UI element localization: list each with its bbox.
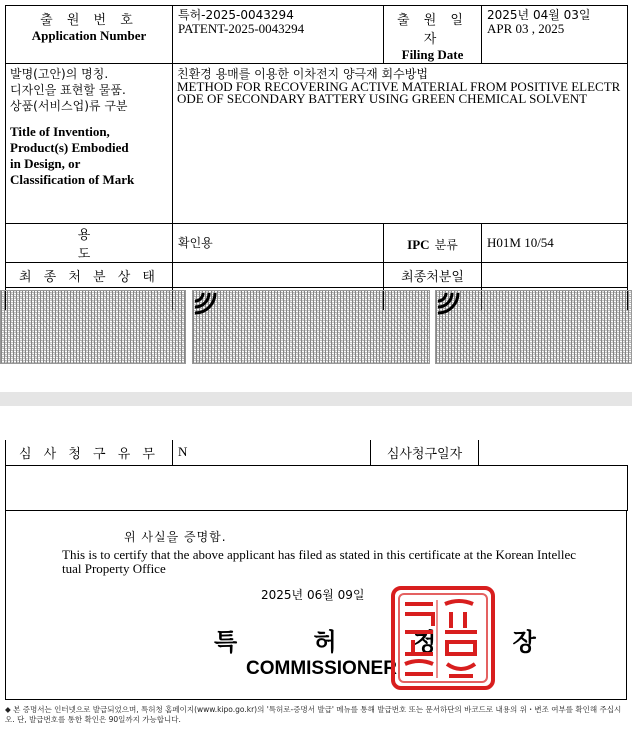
filing-date-label-ko: 출 원 일 자: [397, 13, 468, 47]
filing-date-label-en: Filing Date: [401, 47, 464, 62]
filing-date-value-cell: [482, 6, 628, 64]
ipc-label-cell: [384, 224, 482, 263]
barcode-strip: [0, 290, 632, 364]
exam-date-label: 심사청구일자: [371, 440, 479, 465]
filing-date-label-cell: [384, 6, 482, 64]
application-number-label-en: Application Number: [31, 28, 147, 43]
barcode-pattern: [436, 291, 631, 363]
certification-section: [5, 510, 627, 700]
application-info-table: [5, 5, 628, 310]
title-label-ko-line: 상품(서비스업)류 구분: [10, 99, 128, 113]
certify-statement-ko: 위 사실을 증명함.: [124, 530, 227, 544]
final-status-label: 최 종 처 분 상 태: [6, 263, 173, 288]
certify-statement-en: This is to certify that the above applicant has filed as stated in this certificate at the Korean Intellectual Property Office: [62, 547, 577, 576]
title-label-ko-line: 디자인을 표현할 물품.: [10, 83, 126, 97]
title-label-cell: [6, 64, 173, 224]
application-number-value-en: PATENT-2025-0043294: [178, 21, 305, 36]
title-label-en-line: in Design, or: [10, 156, 81, 171]
final-status-value: [173, 263, 384, 288]
application-number-label-ko: 출 원 번 호: [40, 13, 138, 28]
title-label-en: [6, 116, 172, 188]
barcode-marker-icon: [436, 291, 460, 315]
footer-notice: ◆ 본 증명서는 인터넷으로 발급되었으며, 특허청 홈페이지(www.kipo.go.kr)의 '특허로-증명서 발급' 메뉴를 통해 발급번호 또는 문서하단의 바코드로 내용의 위・변조 여부를 확인해 주십시오. 단, 발급번호를 통한 확인은 90일까지 가능합니다.: [5, 705, 622, 724]
office-name-en: COMMISSIONER: [246, 658, 397, 679]
invention-title-en: METHOD FOR RECOVERING ACTIVE MATERIAL FROM POSITIVE ELECTRODE OF SECONDARY BATTERY USING GREEN CHEMICAL SOLVENT: [177, 79, 621, 106]
application-number-label-cell: [6, 6, 173, 64]
ipc-label-ko: 분류: [434, 237, 458, 252]
page-break-bar: [0, 392, 632, 406]
barcode-right: [435, 290, 632, 364]
title-label-en-line: Classification of Mark: [10, 172, 135, 187]
invention-title-ko: 친환경 용매를 이용한 이차전지 양극재 회수방법: [177, 67, 428, 81]
barcode-left: [0, 290, 186, 364]
final-date-label: 최종처분일: [384, 263, 482, 288]
usage-value: 확인용: [173, 224, 384, 263]
ipc-label-en: IPC: [407, 236, 430, 252]
office-name-ko: 특 허 청 장: [214, 628, 570, 656]
filing-date-value-en: APR 03 , 2025: [487, 21, 565, 36]
title-label-ko: [6, 64, 172, 116]
application-number-value-cell: [173, 6, 384, 64]
exam-request-label: 심 사 청 구 유 무: [6, 440, 173, 465]
issue-date: 2025년 06월 09일: [261, 588, 365, 602]
title-label-en-line: Title of Invention,: [10, 124, 110, 139]
barcode-marker-icon: [193, 291, 217, 315]
exam-info-table: [5, 440, 628, 511]
official-seal-stamp: [389, 584, 497, 692]
barcode-pattern: [193, 291, 429, 363]
ipc-value: H01M 10/54: [482, 224, 628, 263]
barcode-middle: [192, 290, 430, 364]
invention-title-cell: [173, 64, 628, 224]
title-label-en-line: Product(s) Embodied: [10, 140, 129, 155]
barcode-pattern: [1, 291, 185, 363]
blank-row: [6, 465, 628, 510]
exam-date-value: [479, 440, 628, 465]
final-date-value: [482, 263, 628, 288]
title-label-ko-line: 발명(고안)의 명칭.: [10, 67, 109, 81]
filing-date-value-ko: 2025년 04월 03일: [487, 8, 591, 22]
application-number-value-ko: 특허-2025-0043294: [178, 8, 294, 22]
exam-request-value: N: [173, 440, 371, 465]
usage-label: 용 도: [6, 224, 173, 263]
